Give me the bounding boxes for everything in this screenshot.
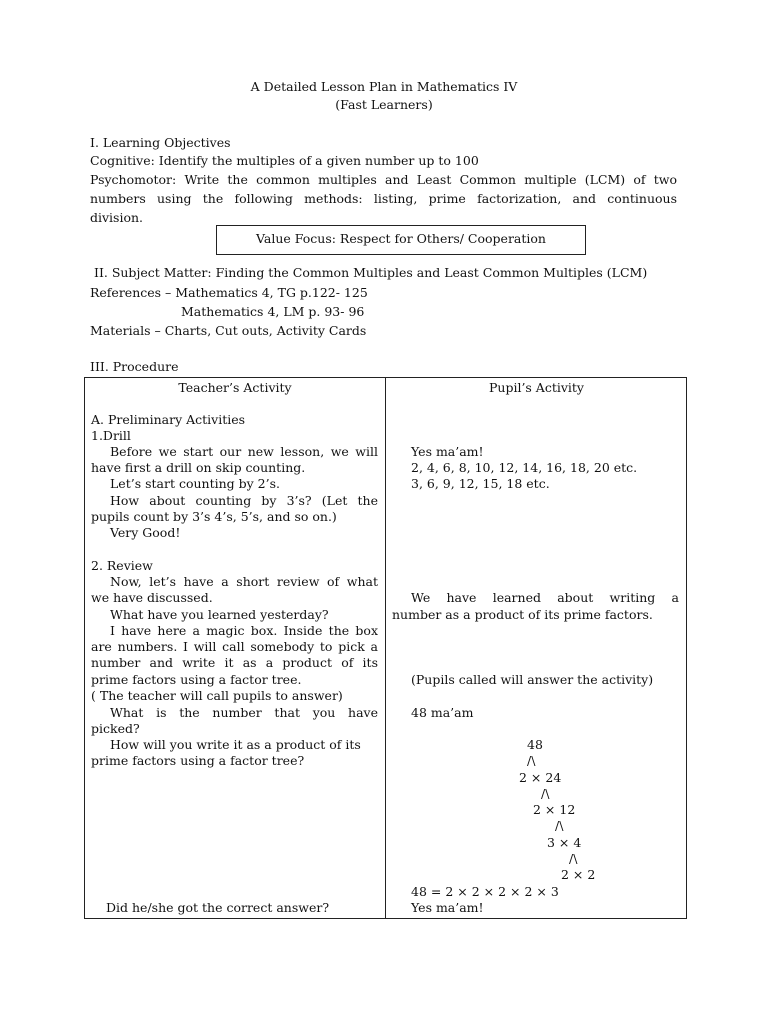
- objective-psychomotor-line-1: Psychomotor: Write the common multiples and Least Common multiple (LCM) of two: [90, 172, 677, 187]
- procedure-heading: III. Procedure: [90, 359, 179, 374]
- subject-matter-heading: II. Subject Matter: Finding the Common Multiples and Least Common Multiples (LCM): [94, 265, 648, 280]
- teacher-line: 1.Drill: [91, 428, 131, 443]
- pupil-line: We have learned about writing a: [411, 590, 679, 605]
- teacher-line: I have here a magic box. Inside the box: [110, 623, 378, 638]
- reference-1: References – Mathematics 4, TG p.122- 125: [90, 285, 368, 300]
- factor-tree-node: 2 × 12: [533, 802, 576, 817]
- teacher-line: Before we start our new lesson, we will: [110, 444, 378, 459]
- teacher-line: Very Good!: [110, 525, 181, 540]
- teacher-line: A. Preliminary Activities: [91, 412, 246, 427]
- materials: Materials – Charts, Cut outs, Activity Cards: [90, 323, 367, 338]
- teacher-line: number and write it as a product of its: [91, 655, 378, 670]
- teacher-line: we have discussed.: [91, 590, 213, 605]
- factor-tree-branch: /\: [569, 851, 578, 866]
- document-subtitle: (Fast Learners): [335, 97, 433, 112]
- teacher-line: Now, let’s have a short review of what: [110, 574, 378, 589]
- teacher-line: Did he/she got the correct answer?: [106, 900, 330, 915]
- factor-tree-node: 2 × 2: [561, 867, 596, 882]
- pupil-line: Yes ma’am!: [411, 900, 484, 915]
- pupil-line: 3, 6, 9, 12, 15, 18 etc.: [411, 476, 550, 491]
- value-focus-box: [216, 225, 586, 255]
- teacher-line: What is the number that you have: [110, 705, 378, 720]
- pupil-line: (Pupils called will answer the activity): [411, 672, 654, 687]
- document-title: A Detailed Lesson Plan in Mathematics IV: [250, 79, 518, 94]
- factor-tree-node: 48: [527, 737, 543, 752]
- teacher-line: have first a drill on skip counting.: [91, 460, 306, 475]
- pupil-line: 48 = 2 × 2 × 2 × 2 × 3: [411, 884, 559, 899]
- reference-2: Mathematics 4, LM p. 93- 96: [181, 304, 365, 319]
- teacher-line: How will you write it as a product of its: [110, 737, 361, 752]
- objectives-heading: I. Learning Objectives: [90, 135, 231, 150]
- teacher-line: picked?: [91, 721, 140, 736]
- factor-tree-branch: /\: [555, 818, 564, 833]
- teacher-line: How about counting by 3’s? (Let the: [110, 493, 378, 508]
- teacher-line: pupils count by 3’s 4’s, 5’s, and so on.): [91, 509, 337, 524]
- procedure-table: [84, 377, 687, 919]
- factor-tree-branch: /\: [527, 753, 536, 768]
- teacher-line: What have you learned yesterday?: [110, 607, 329, 622]
- objective-psychomotor-line-2: numbers using the following methods: listing, prime factorization, and continuous: [90, 191, 677, 206]
- objective-cognitive: Cognitive: Identify the multiples of a given number up to 100: [90, 153, 479, 168]
- column-divider: [385, 378, 386, 918]
- value-focus-text: Value Focus: Respect for Others/ Cooperation: [256, 231, 546, 246]
- pupil-activity-header: Pupil’s Activity: [488, 380, 584, 395]
- factor-tree-branch: /\: [541, 786, 550, 801]
- pupil-line: 2, 4, 6, 8, 10, 12, 14, 16, 18, 20 etc.: [411, 460, 638, 475]
- teacher-line: Let’s start counting by 2’s.: [110, 476, 280, 491]
- teacher-activity-header: Teacher’s Activity: [178, 380, 292, 395]
- pupil-line: number as a product of its prime factors.: [392, 607, 653, 622]
- teacher-line: 2. Review: [91, 558, 153, 573]
- teacher-line: prime factors using a factor tree?: [91, 753, 305, 768]
- teacher-line: prime factors using a factor tree.: [91, 672, 302, 687]
- teacher-line: are numbers. I will call somebody to pick a: [91, 639, 378, 654]
- objective-psychomotor-line-3: division.: [90, 210, 144, 225]
- teacher-line: ( The teacher will call pupils to answer): [91, 688, 343, 703]
- factor-tree-node: 2 × 24: [519, 770, 562, 785]
- pupil-line: 48 ma’am: [411, 705, 474, 720]
- factor-tree-node: 3 × 4: [547, 835, 582, 850]
- pupil-line: Yes ma’am!: [411, 444, 484, 459]
